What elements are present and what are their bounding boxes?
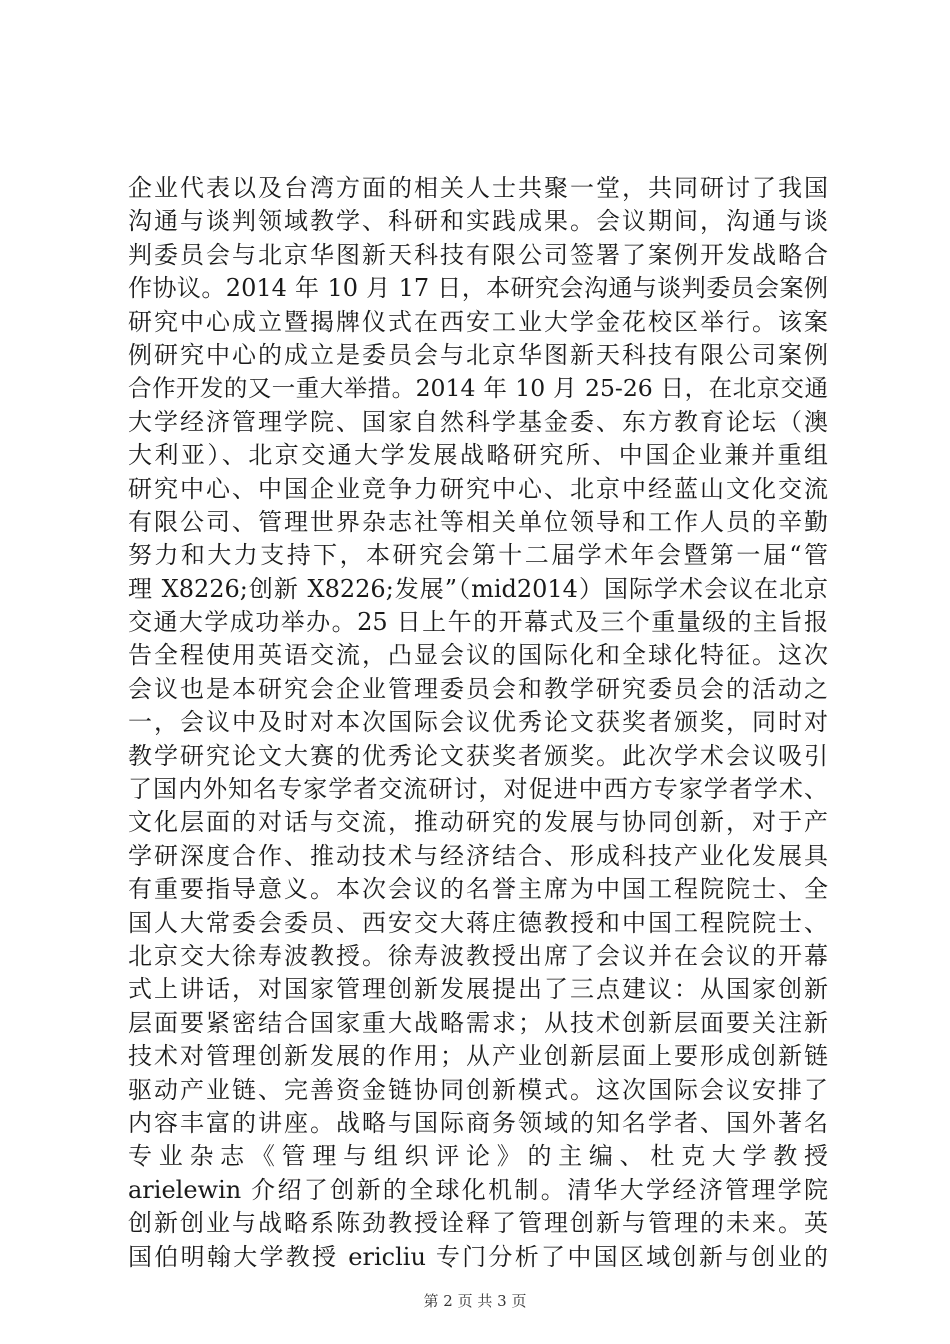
text-line: 告全程使用英语交流，凸显会议的国际化和全球化特征。这次	[128, 641, 828, 670]
text-line: 内容丰富的讲座。战略与国际商务领域的知名学者、国外著名	[128, 1108, 828, 1137]
text-line: 专业杂志《管理与组织评论》的主编、杜克大学教授	[128, 1142, 828, 1171]
text-line: 学研深度合作、推动技术与经济结合、形成科技产业化发展具	[128, 841, 828, 870]
text-line: 创新创业与战略系陈劲教授诠释了管理创新与管理的未来。英	[128, 1209, 828, 1238]
text-line: arielewin 介绍了创新的全球化机制。清华大学经济管理学院	[128, 1175, 828, 1204]
text-line: 驱动产业链、完善资金链协同创新模式。这次国际会议安排了	[128, 1075, 828, 1104]
text-line: 教学研究论文大赛的优秀论文获奖者颁奖。此次学术会议吸引	[128, 741, 828, 770]
text-line: 有重要指导意义。本次会议的名誉主席为中国工程院院士、全	[128, 875, 828, 904]
text-line: 交通大学成功举办。25 日上午的开幕式及三个重量级的主旨报	[128, 608, 828, 637]
text-line: 企业代表以及台湾方面的相关人士共聚一堂，共同研讨了我国	[128, 174, 828, 202]
text-line: 判委员会与北京华图新天科技有限公司签署了案例开发战略合	[128, 240, 828, 269]
text-line: 层面要紧密结合国家重大战略需求；从技术创新层面要关注新	[128, 1008, 828, 1037]
page-footer: 第 2 页 共 3 页	[423, 1292, 527, 1310]
text-line: 大利亚）、北京交通大学发展战略研究所、中国企业兼并重组	[128, 441, 828, 470]
text-line: 例研究中心的成立是委员会与北京华图新天科技有限公司案例	[128, 340, 828, 369]
text-line: 式上讲话，对国家管理创新发展提出了三点建议：从国家创新	[128, 975, 828, 1004]
text-line: 作协议。2014 年 10 月 17 日，本研究会沟通与谈判委员会案例	[128, 274, 828, 303]
text-line: 了国内外知名专家学者交流研讨，对促进中西方专家学者学术、	[128, 775, 828, 804]
text-line: 技术对管理创新发展的作用；从产业创新层面上要形成创新链	[128, 1042, 828, 1071]
body-text	[128, 172, 828, 1274]
text-line: 一，会议中及时对本次国际会议优秀论文获奖者颁奖，同时对	[128, 708, 828, 737]
text-line: 研究中心、中国企业竞争力研究中心、北京中经蓝山文化交流	[128, 474, 828, 503]
text-line: 国人大常委会委员、西安交大蒋庄德教授和中国工程院院士、	[128, 908, 828, 937]
text-line: 文化层面的对话与交流，推动研究的发展与协同创新，对于产	[128, 808, 828, 837]
text-line: 努力和大力支持下，本研究会第十二届学术年会暨第一届“管	[128, 541, 828, 570]
text-line: 国伯明翰大学教授 ericliu 专门分析了中国区域创新与创业的	[128, 1242, 828, 1271]
text-line: 会议也是本研究会企业管理委员会和教学研究委员会的活动之	[128, 674, 828, 703]
text-line: 沟通与谈判领域教学、科研和实践成果。会议期间，沟通与谈	[128, 207, 828, 236]
text-line: 合作开发的又一重大举措。2014 年 10 月 25-26 日，在北京交通	[128, 374, 828, 403]
text-line: 大学经济管理学院、国家自然科学基金委、东方教育论坛（澳	[128, 407, 828, 436]
text-line: 北京交大徐寿波教授。徐寿波教授出席了会议并在会议的开幕	[128, 941, 828, 970]
text-line: 理 X8226;创新 X8226;发展”（mid2014）国际学术会议在北京	[128, 574, 828, 603]
text-line: 有限公司、管理世界杂志社等相关单位领导和工作人员的辛勤	[128, 507, 828, 536]
text-line: 研究中心成立暨揭牌仪式在西安工业大学金花校区举行。该案	[128, 307, 828, 336]
